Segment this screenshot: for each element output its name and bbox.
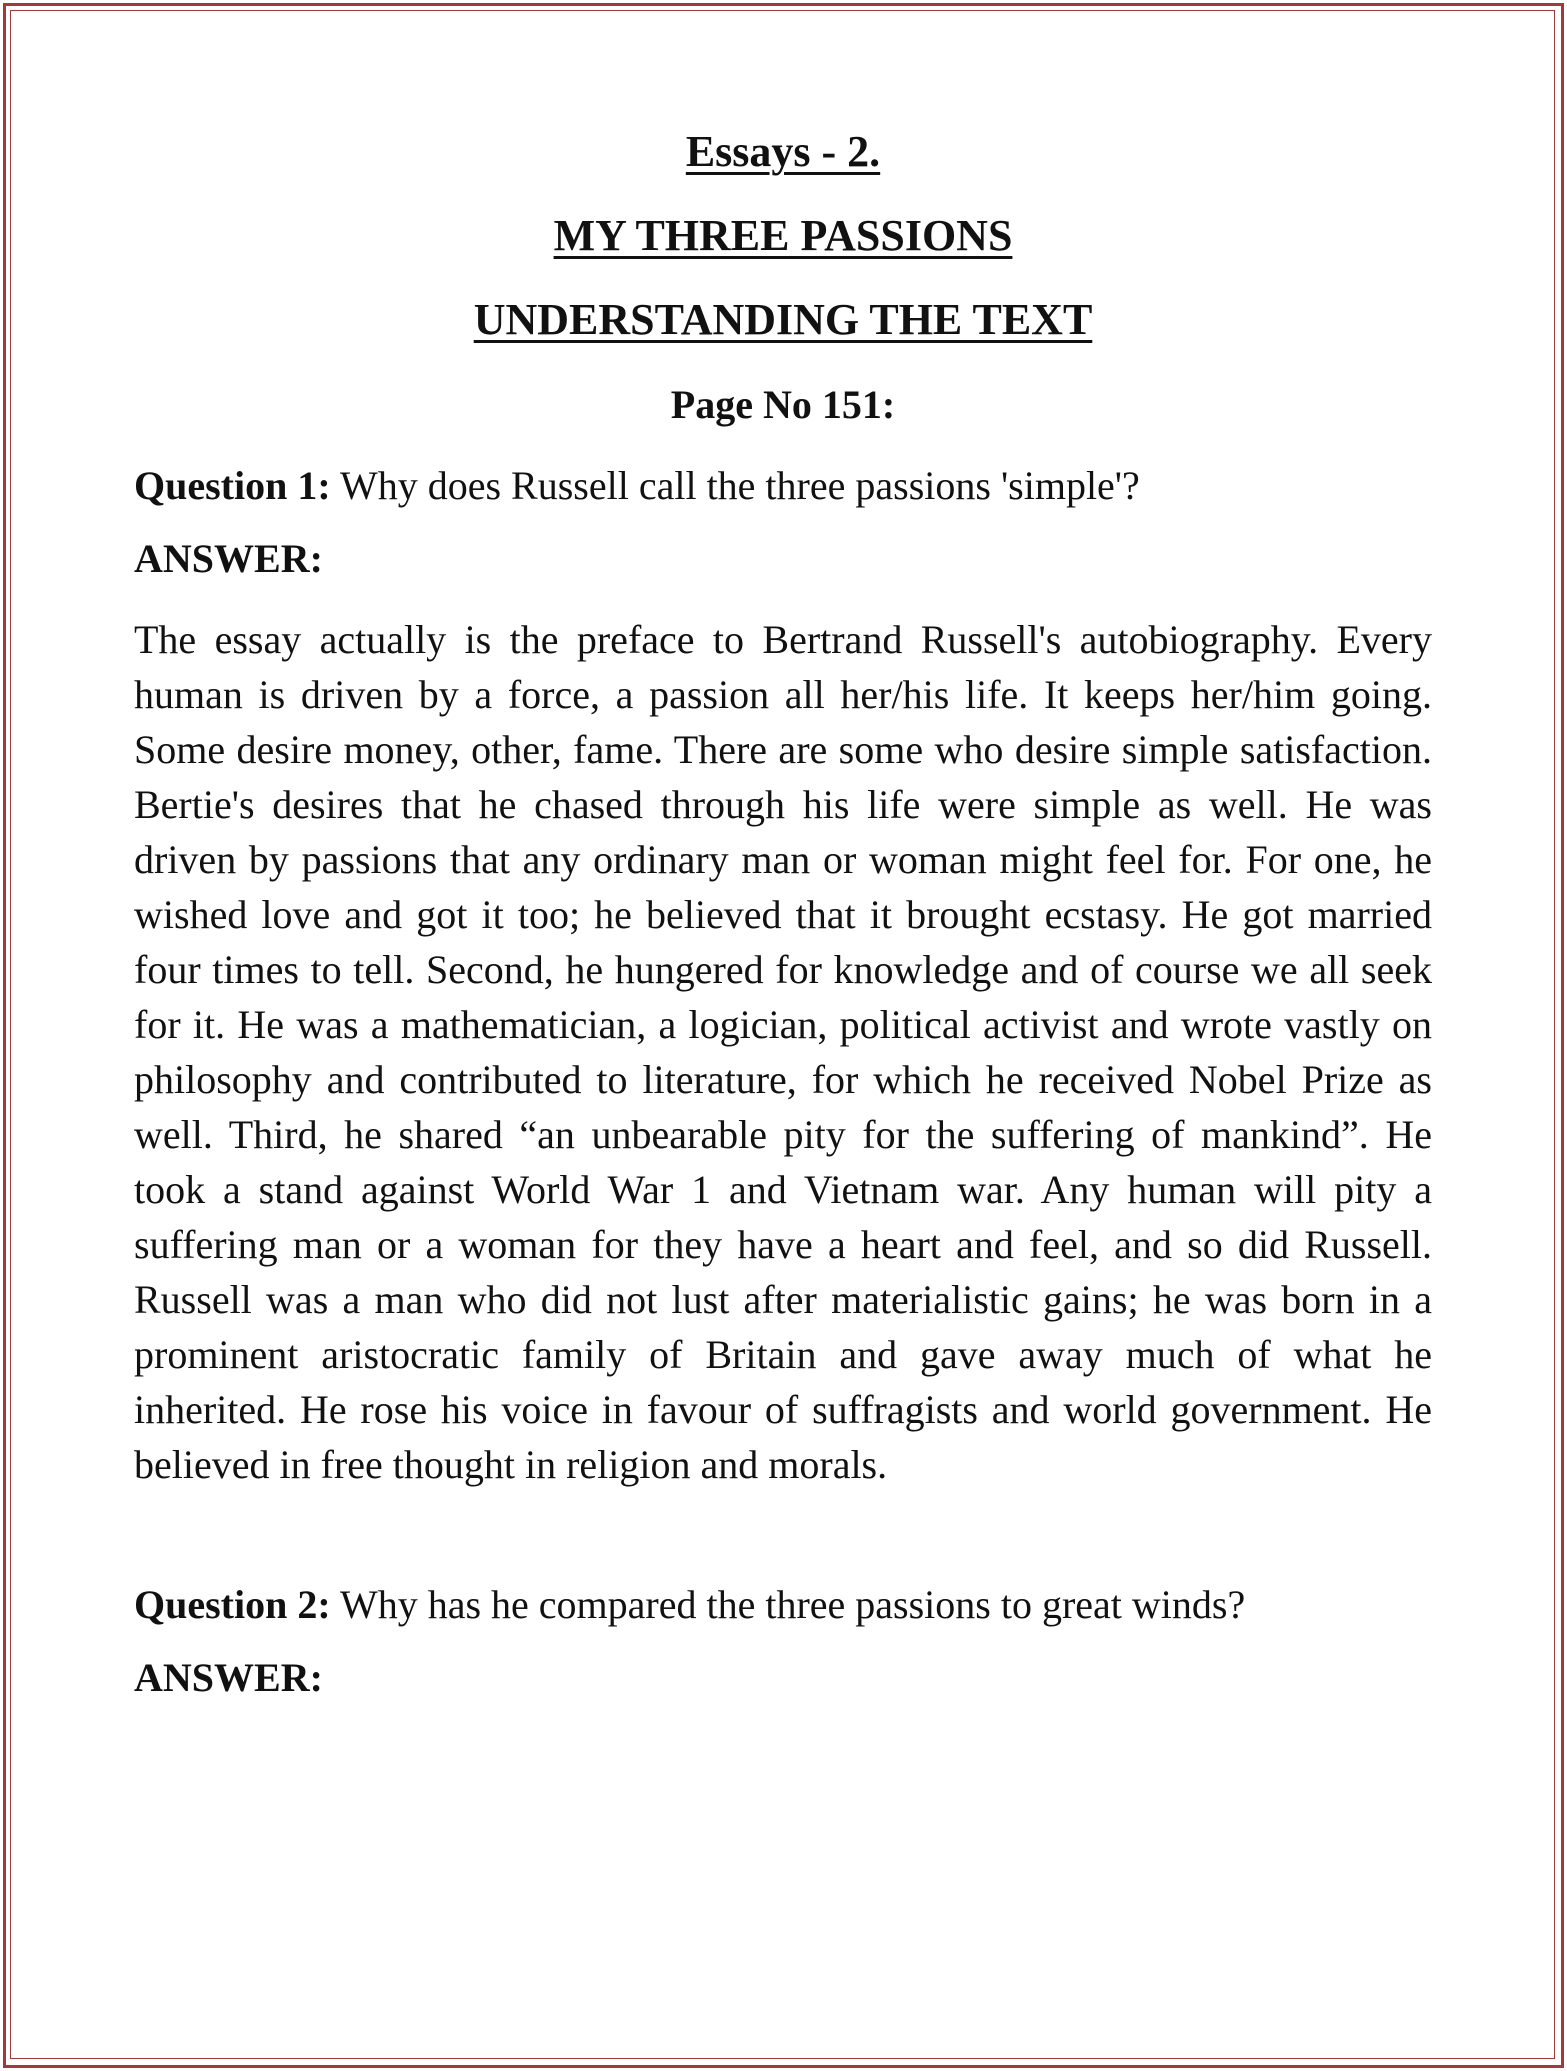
answer-2-label: ANSWER: bbox=[134, 1655, 323, 1700]
question-1-label: Question 1: bbox=[134, 463, 331, 508]
essay-heading: Essays - 2. bbox=[685, 127, 881, 176]
question-2-text: Why has he compared the three passions to great winds? bbox=[330, 1582, 1246, 1627]
question-2-label: Question 2: bbox=[134, 1582, 331, 1627]
answer-1-label: ANSWER: bbox=[134, 536, 323, 581]
question-1-text: Why does Russell call the three passions 'simple'? bbox=[330, 463, 1140, 508]
page-number: Page No 151: bbox=[670, 382, 896, 427]
answer-1-text: The essay actually is the preface to Bertrand Russell's autobiography. Every human is driven by a force, a passion all her/his life. It keeps her/him going. Some desire money, other, fame. There are some who desire simple satisfaction. Bertie's desires that he chased through his life were simple as well. He was driven by passions that any ordinary man or woman might feel for. For one, he wished love and got it too; he believed that it brought ecstasy. He got married four times to tell. Second, he hungered for knowledge and of course we all seek for it. He was a mathematician, a logician, political activist and wrote vastly on philosophy and contributed to literature, for which he received Nobel Prize as well. Third, he shared “an unbearable pity for the suffering of mankind”. He took a stand against World War 1 and Vietnam war. Any human will pity a suffering man or a woman for they have a heart and feel, and so did Russell. Russell was a man who did not lust after materialistic gains; he was born in a prominent aristocratic family of Britain and gave away much of what he inherited. He rose his voice in favour of suffragists and world government. He believed in free thought in religion and morals. bbox=[134, 617, 1432, 1487]
spacer bbox=[134, 1492, 1432, 1582]
question-1 bbox=[134, 463, 1432, 509]
section-heading: UNDERSTANDING THE TEXT bbox=[473, 295, 1093, 344]
essay-title: MY THREE PASSIONS bbox=[553, 211, 1013, 260]
document-page bbox=[134, 127, 1432, 1731]
question-2 bbox=[134, 1582, 1432, 1628]
